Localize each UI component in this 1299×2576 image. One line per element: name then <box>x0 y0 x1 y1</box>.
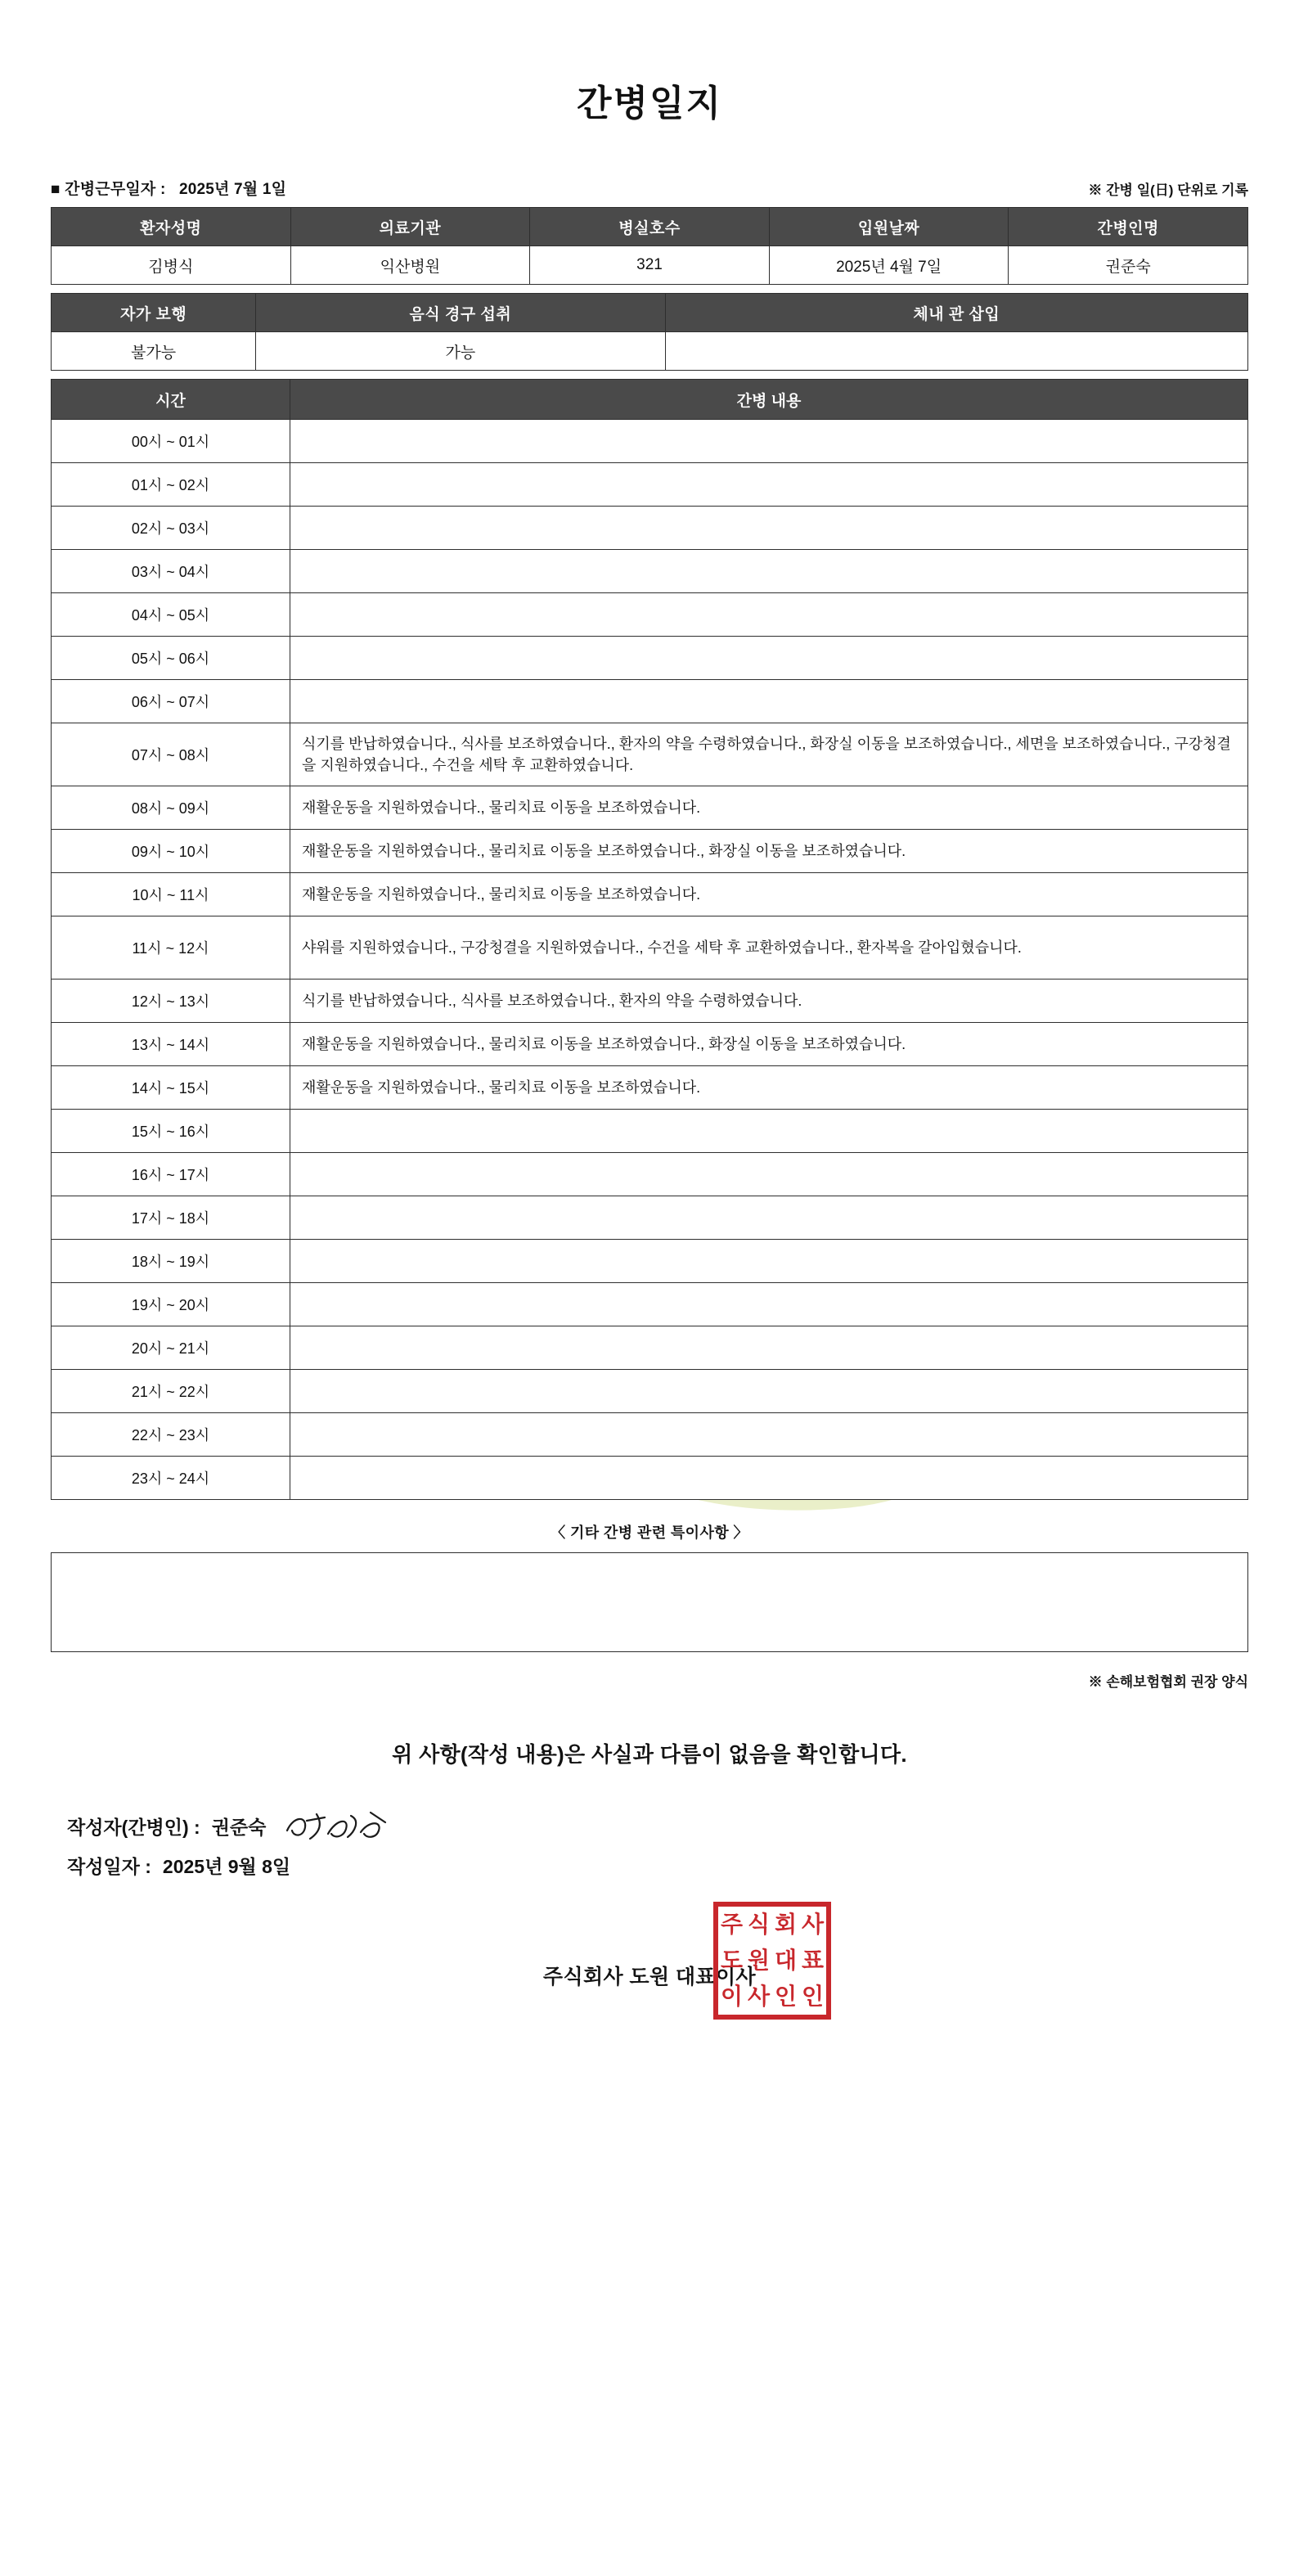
value-self-walking: 불가능 <box>52 332 256 371</box>
table-row <box>52 1457 1248 1500</box>
hour-label: 00시 ~ 01시 <box>52 420 290 463</box>
hour-label: 05시 ~ 06시 <box>52 637 290 680</box>
hour-label: 11시 ~ 12시 <box>52 916 290 980</box>
hour-content[interactable] <box>290 1457 1248 1500</box>
notes-textarea[interactable] <box>51 1552 1248 1652</box>
hour-content[interactable] <box>290 637 1248 680</box>
hour-label: 08시 ~ 09시 <box>52 786 290 830</box>
value-oral-intake: 가능 <box>256 332 665 371</box>
stamp-char: 사 <box>747 1983 771 2009</box>
table-row <box>52 1023 1248 1066</box>
hour-label: 12시 ~ 13시 <box>52 980 290 1023</box>
hour-label: 19시 ~ 20시 <box>52 1283 290 1326</box>
hour-content[interactable]: 재활운동을 지원하였습니다., 물리치료 이동을 보조하였습니다., 화장실 이동을 보조하였습니다. <box>290 830 1248 873</box>
patient-info-table <box>51 207 1248 285</box>
header-oral-intake: 음식 경구 섭취 <box>256 294 665 332</box>
table-row <box>52 980 1248 1023</box>
hour-content[interactable] <box>290 1326 1248 1370</box>
stamp-char: 식 <box>747 1911 771 1937</box>
hour-content[interactable] <box>290 1153 1248 1196</box>
table-row <box>52 332 1248 371</box>
hour-content[interactable] <box>290 1240 1248 1283</box>
work-date-label: ■ 간병근무일자 : <box>51 181 166 198</box>
company-seal-stamp <box>713 1902 831 2020</box>
header-self-walking: 자가 보행 <box>52 294 256 332</box>
hour-label: 15시 ~ 16시 <box>52 1110 290 1153</box>
stamp-char: 도 <box>720 1947 744 1973</box>
hour-label: 21시 ~ 22시 <box>52 1370 290 1413</box>
table-row <box>52 680 1248 723</box>
care-condition-table <box>51 293 1248 371</box>
table-row <box>52 637 1248 680</box>
record-unit-note: ※ 간병 일(日) 단위로 기록 <box>1088 182 1248 198</box>
table-row <box>52 1370 1248 1413</box>
value-tube-insertion <box>665 332 1247 371</box>
table-row <box>52 550 1248 593</box>
stamp-char: 인 <box>801 1983 825 2009</box>
header-patient-name: 환자성명 <box>52 208 291 246</box>
hour-label: 07시 ~ 08시 <box>52 723 290 786</box>
value-room-number: 321 <box>530 246 770 285</box>
stamp-char: 주 <box>720 1911 744 1937</box>
table-row <box>52 916 1248 980</box>
header-admission-date: 입원날짜 <box>769 208 1009 246</box>
header-hospital: 의료기관 <box>290 208 530 246</box>
hour-content[interactable] <box>290 1110 1248 1153</box>
table-row <box>52 1413 1248 1457</box>
hour-content[interactable] <box>290 1196 1248 1240</box>
form-source-note: ※ 손해보험협회 권장 양식 <box>1088 1674 1248 1690</box>
table-row <box>52 1110 1248 1153</box>
hour-content[interactable] <box>290 1283 1248 1326</box>
stamp-char: 원 <box>747 1947 771 1973</box>
handwritten-signature-icon <box>282 1811 380 1844</box>
hour-content[interactable] <box>290 463 1248 507</box>
hour-label: 20시 ~ 21시 <box>52 1326 290 1370</box>
stamp-char: 회 <box>774 1911 798 1937</box>
work-date-value: 2025년 7월 1일 <box>178 181 287 198</box>
notes-caption: 〈 기타 간병 관련 특이사항 〉 <box>551 1524 748 1541</box>
table-row <box>52 1066 1248 1110</box>
hour-content[interactable] <box>290 507 1248 550</box>
write-date-line <box>67 1847 1299 1886</box>
hour-label: 18시 ~ 19시 <box>52 1240 290 1283</box>
confirmation-statement: 위 사항(작성 내용)은 사실과 다름이 없음을 확인합니다. <box>392 1742 907 1767</box>
table-row <box>52 246 1248 285</box>
table-header-row <box>52 380 1248 420</box>
table-row <box>52 1153 1248 1196</box>
page-title: 간병일지 <box>576 83 722 124</box>
stamp-char: 대 <box>774 1947 798 1973</box>
hour-label: 17시 ~ 18시 <box>52 1196 290 1240</box>
hour-content[interactable]: 재활운동을 지원하였습니다., 물리치료 이동을 보조하였습니다. <box>290 1066 1248 1110</box>
header-time: 시간 <box>52 380 290 420</box>
stamp-char: 사 <box>801 1911 825 1937</box>
hour-label: 01시 ~ 02시 <box>52 463 290 507</box>
value-hospital: 익산병원 <box>290 246 530 285</box>
hour-content[interactable] <box>290 593 1248 637</box>
writer-line <box>67 1808 1299 1847</box>
table-header-row <box>52 294 1248 332</box>
header-tube-insertion: 체내 관 삽입 <box>665 294 1247 332</box>
hour-label: 16시 ~ 17시 <box>52 1153 290 1196</box>
hour-label: 02시 ~ 03시 <box>52 507 290 550</box>
table-row <box>52 1283 1248 1326</box>
hour-label: 04시 ~ 05시 <box>52 593 290 637</box>
work-date <box>51 177 286 199</box>
hour-content[interactable]: 재활운동을 지원하였습니다., 물리치료 이동을 보조하였습니다., 화장실 이동을 보조하였습니다. <box>290 1023 1248 1066</box>
header-care-content: 간병 내용 <box>290 380 1248 420</box>
company-row <box>0 1911 1299 2009</box>
stamp-char: 인 <box>774 1983 798 2009</box>
stamp-char: 이 <box>720 1983 744 2009</box>
hour-label: 10시 ~ 11시 <box>52 873 290 916</box>
table-row <box>52 873 1248 916</box>
header-caregiver-name: 간병인명 <box>1009 208 1248 246</box>
hour-label: 13시 ~ 14시 <box>52 1023 290 1066</box>
stamp-char: 표 <box>801 1947 825 1973</box>
hour-content[interactable]: 재활운동을 지원하였습니다., 물리치료 이동을 보조하였습니다. <box>290 786 1248 830</box>
table-row <box>52 723 1248 786</box>
table-row <box>52 786 1248 830</box>
hour-label: 06시 ~ 07시 <box>52 680 290 723</box>
hour-content[interactable] <box>290 1370 1248 1413</box>
header-room-number: 병실호수 <box>530 208 770 246</box>
value-admission-date: 2025년 4월 7일 <box>769 246 1009 285</box>
signature-block <box>67 1808 1299 1887</box>
hour-label: 22시 ~ 23시 <box>52 1413 290 1457</box>
table-row <box>52 1240 1248 1283</box>
writer-value: 권준숙 <box>211 1817 267 1838</box>
table-row <box>52 593 1248 637</box>
hour-content[interactable]: 식기를 반납하였습니다., 식사를 보조하였습니다., 환자의 약을 수령하였습니다., 화장실 이동을 보조하였습니다., 세면을 보조하였습니다., 구강청결을 지원하였습니다., 수건을 세탁 후 교환하였습니다. <box>290 723 1248 786</box>
hour-label: 14시 ~ 15시 <box>52 1066 290 1110</box>
hour-label: 09시 ~ 10시 <box>52 830 290 873</box>
table-row <box>52 1326 1248 1370</box>
meta-row <box>51 177 1248 199</box>
hourly-log-table <box>51 379 1248 1500</box>
writer-label: 작성자(간병인) : <box>67 1817 200 1838</box>
table-row <box>52 830 1248 873</box>
hour-label: 03시 ~ 04시 <box>52 550 290 593</box>
hour-label: 23시 ~ 24시 <box>52 1457 290 1500</box>
hour-content[interactable] <box>290 1413 1248 1457</box>
company-representative-text: 주식회사 도원 대표이사 <box>542 1965 757 1988</box>
hour-content[interactable]: 식기를 반납하였습니다., 식사를 보조하였습니다., 환자의 약을 수령하였습니다. <box>290 980 1248 1023</box>
hour-content[interactable] <box>290 420 1248 463</box>
table-header-row <box>52 208 1248 246</box>
table-row <box>52 420 1248 463</box>
hour-content[interactable]: 샤워를 지원하였습니다., 구강청결을 지원하였습니다., 수건을 세탁 후 교환하였습니다., 환자복을 갈아입혔습니다. <box>290 916 1248 980</box>
table-row <box>52 1196 1248 1240</box>
hour-content[interactable] <box>290 680 1248 723</box>
hour-content[interactable]: 재활운동을 지원하였습니다., 물리치료 이동을 보조하였습니다. <box>290 873 1248 916</box>
table-row <box>52 507 1248 550</box>
write-date-label: 작성일자 : <box>67 1856 151 1878</box>
value-caregiver-name: 권준숙 <box>1009 246 1248 285</box>
value-patient-name: 김병식 <box>52 246 291 285</box>
hour-content[interactable] <box>290 550 1248 593</box>
write-date-value: 2025년 9월 8일 <box>162 1856 291 1878</box>
table-row <box>52 463 1248 507</box>
